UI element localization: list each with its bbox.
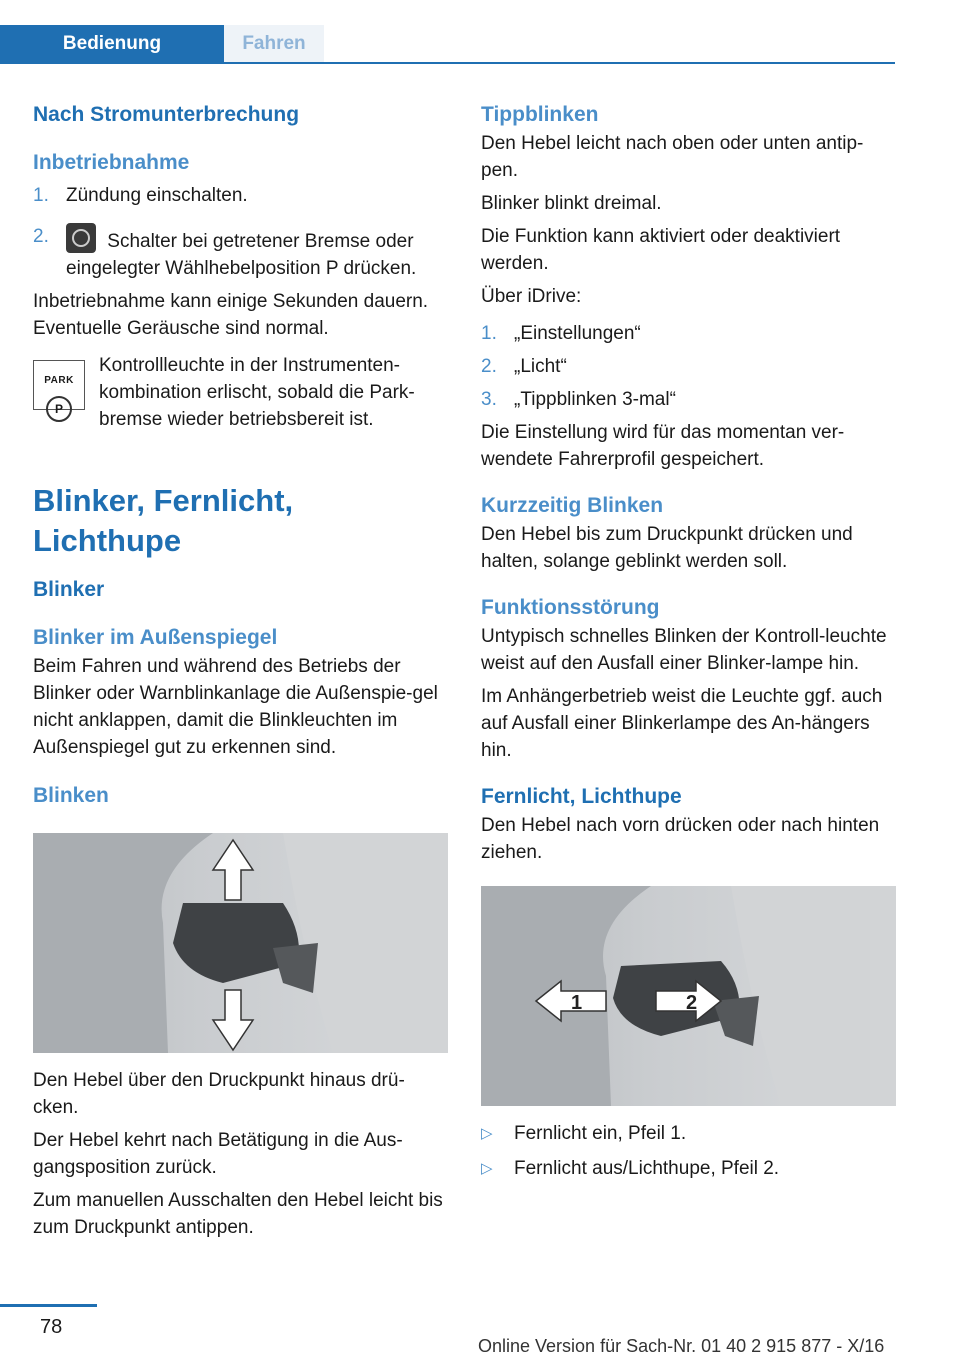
heading-blinker: Blinker <box>33 578 105 601</box>
paragraph-aussenspiegel: Beim Fahren und während des Betriebs der Blinker oder Warnblinkanlage die Außenspie-gel nicht anklappen, damit die Blinkleuchten im Außenspiegel gut zu erkennen sind. <box>33 656 438 758</box>
list-text: Schalter bei getretener Bremse oder eingelegter Wählhebelposition P drücken. <box>66 231 417 279</box>
heading-blinken: Blinken <box>33 784 109 807</box>
left-column <box>33 100 448 1247</box>
paragraph-dauer: Inbetriebnahme kann einige Sekunden dauern. Eventuelle Geräusche sind normal. <box>33 291 429 339</box>
list-number: 1. <box>33 185 49 206</box>
list-text: „Licht“ <box>514 356 567 377</box>
paragraph-idrive: Über iDrive: <box>481 286 582 307</box>
tab-fahren[interactable]: Fahren <box>224 25 324 62</box>
bullet-text: Fernlicht ein, Pfeil 1. <box>514 1123 687 1144</box>
footer-rule <box>0 1304 97 1307</box>
footer-online-version: Online Version für Sach-Nr. 01 40 2 915 877 - X/16 <box>478 1336 885 1356</box>
paragraph-stoerung-1: Untypisch schnelles Blinken der Kontroll-leuchte weist auf den Ausfall einer Blinker-lampe hin. <box>481 626 887 674</box>
heading-aussenspiegel: Blinker im Außenspiegel <box>33 626 278 649</box>
arrow-label-1: 1 <box>571 992 583 1014</box>
triangle-bullet-icon: ▷ <box>481 1125 493 1142</box>
lever-up-down-illustration <box>33 833 448 1053</box>
parking-brake-switch-icon <box>66 223 96 253</box>
park-note <box>33 352 448 433</box>
heading-stromunterbrechung: Nach Stromunterbrechung <box>33 103 300 126</box>
header-tabs <box>0 25 895 64</box>
paragraph-stoerung-2: Im Anhängerbetrieb weist die Leuchte ggf. auch auf Ausfall einer Blinkerlampe des An-hängers hin. <box>481 686 883 761</box>
paragraph-kontroll: Kontrollleuchte in der Instrumenten-kombination erlischt, sobald die Park-bremse wieder betriebsbereit ist. <box>99 355 415 430</box>
paragraph-manuell: Zum manuellen Ausschalten den Hebel leicht bis zum Druckpunkt antippen. <box>33 1190 443 1238</box>
list-item <box>33 223 448 282</box>
paragraph-kurzzeitig: Den Hebel bis zum Druckpunkt drücken und halten, solange geblinkt werden soll. <box>481 524 853 572</box>
paragraph-tipp: Den Hebel leicht nach oben oder unten antip-pen. <box>481 133 864 181</box>
paragraph-kehrt: Der Hebel kehrt nach Betätigung in die Aus-gangsposition zurück. <box>33 1130 403 1178</box>
paragraph-druckpunkt: Den Hebel über den Druckpunkt hinaus drü-cken. <box>33 1070 405 1118</box>
paragraph-funktion: Die Funktion kann aktiviert oder deaktiviert werden. <box>481 226 841 274</box>
fernlicht-figure <box>481 886 896 1106</box>
list-number: 1. <box>481 323 497 344</box>
bullet-text: Fernlicht aus/Lichthupe, Pfeil 2. <box>514 1158 780 1179</box>
heading-kurzzeitig: Kurzzeitig Blinken <box>481 494 664 517</box>
heading-tippblinken: Tippblinken <box>481 103 599 126</box>
list-item <box>33 182 448 209</box>
lever-forward-back-illustration <box>481 886 896 1106</box>
list-text: Zündung einschalten. <box>66 185 248 206</box>
list-number: 2. <box>33 226 49 247</box>
tab-bedienung[interactable]: Bedienung <box>0 25 224 62</box>
heading-main: Blinker, Fernlicht, Lichthupe <box>33 483 294 558</box>
list-item <box>481 353 896 380</box>
right-column <box>481 100 896 1188</box>
heading-inbetriebnahme: Inbetriebnahme <box>33 151 190 174</box>
park-warning-icon <box>33 360 85 416</box>
list-text: „Tippblinken 3-mal“ <box>514 389 676 410</box>
heading-funktionsstoerung: Funktionsstörung <box>481 596 660 619</box>
arrow-label-2: 2 <box>686 992 698 1014</box>
park-icon-symbol: P <box>46 396 72 422</box>
list-text: „Einstellungen“ <box>514 323 641 344</box>
page-number: 78 <box>40 1316 63 1338</box>
paragraph-dreimal: Blinker blinkt dreimal. <box>481 193 662 214</box>
park-icon-label: PARK <box>44 375 74 386</box>
list-item <box>481 320 896 347</box>
paragraph-fernlicht: Den Hebel nach vorn drücken oder nach hinten ziehen. <box>481 815 880 863</box>
paragraph-profil: Die Einstellung wird für das momentan ver-wendete Fahrerprofil gespeichert. <box>481 422 845 470</box>
list-number: 3. <box>481 389 497 410</box>
bullet-item <box>481 1155 896 1182</box>
triangle-bullet-icon: ▷ <box>481 1160 493 1177</box>
bullet-item <box>481 1120 896 1147</box>
heading-fernlicht: Fernlicht, Lichthupe <box>481 785 682 808</box>
blinker-figure <box>33 833 448 1053</box>
list-item <box>481 386 896 413</box>
list-number: 2. <box>481 356 497 377</box>
